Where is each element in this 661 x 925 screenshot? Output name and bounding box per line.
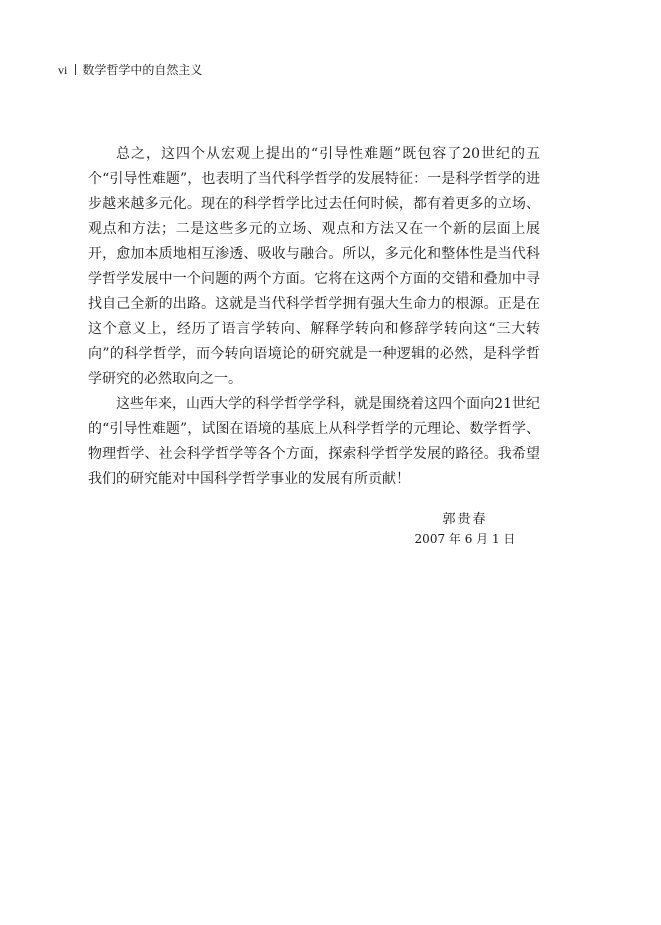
running-header	[58, 62, 202, 78]
header-separator	[75, 64, 76, 75]
signature-date: 2007 年 6 月 1 日	[414, 532, 516, 546]
signature-block	[380, 510, 550, 548]
book-title: 数学哲学中的自然主义	[82, 63, 203, 77]
author-name: 郭贵春	[442, 512, 488, 527]
body-text	[88, 142, 540, 492]
paragraph-2: 这些年来，山西大学的科学哲学学科，就是围绕着这四个面向21世纪的“引导性难题”，试图在语境的基底上从科学哲学的元理论、数学哲学、物理哲学、社会科学哲学等各个方面，探索科学哲学发展的路径。我希望我们的研究能对中国科学哲学事业的发展有所贡献！	[88, 396, 540, 487]
paragraph-1: 总之，这四个从宏观上提出的“引导性难题”既包容了20世纪的五个“引导性难题”，也表明了当代科学哲学的发展特征：一是科学哲学的进步越来越多元化。现在的科学哲学比过去任何时候，都有着更多的立场、观点和方法；二是这些多元的立场、观点和方法又在一个新的层面上展开，愈加本质地相互渗透、吸收与融合。所以，多元化和整体性是当代科学哲学发展中一个问题的两个方面。它将在这两个方面的交错和叠加中寻找自己全新的出路。这就是当代科学哲学拥有强大生命力的根源。正是在这个意义上，经历了语言学转向、解释学转向和修辞学转向这“三大转向”的科学哲学，而今转向语境论的研究就是一种逻辑的必然，是科学哲学研究的必然取向之一。	[88, 146, 540, 387]
page-number: vi	[58, 63, 68, 77]
